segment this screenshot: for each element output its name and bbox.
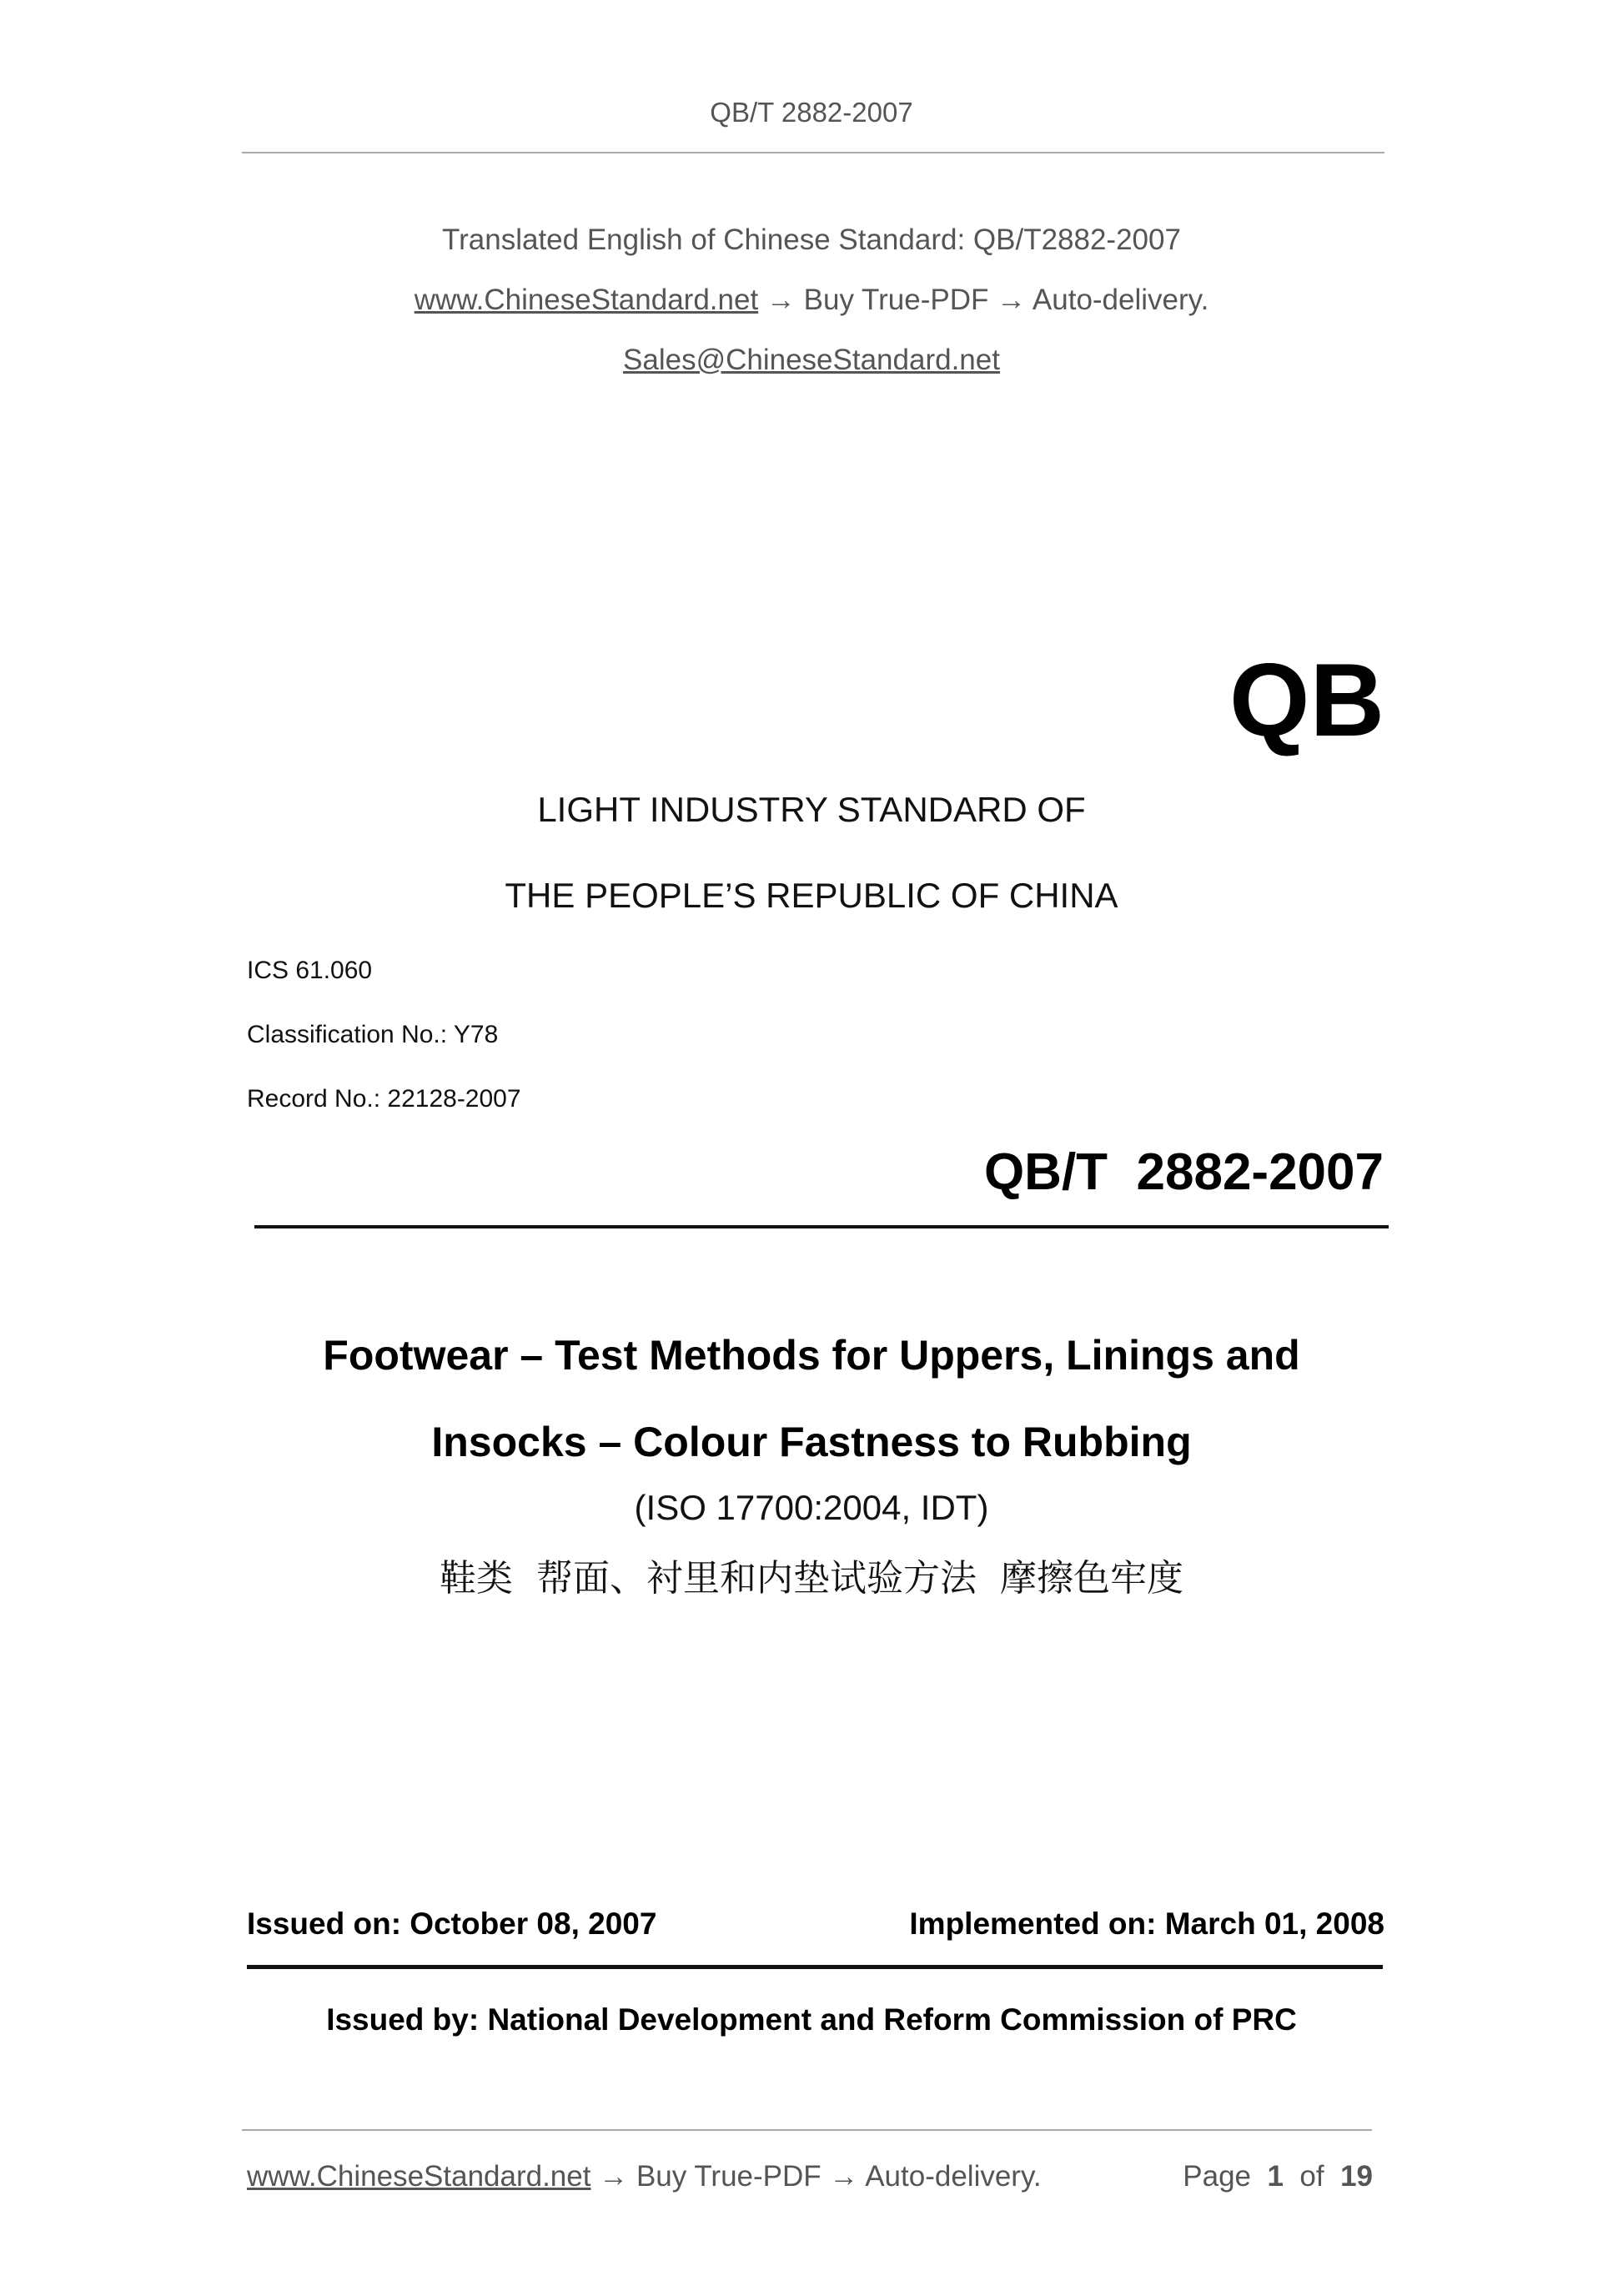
- footer-buy-text: Buy True-PDF: [636, 2160, 822, 2193]
- arrow-right-icon: →: [997, 284, 1027, 316]
- footer-site-link[interactable]: www.ChineseStandard.net: [247, 2160, 591, 2193]
- title-line-1: Footwear – Test Methods for Uppers, Linings and: [323, 1332, 1300, 1379]
- issued-by: Issued by: National Development and Reform Commission of PRC: [326, 2002, 1297, 2037]
- title-line-2: Insocks – Colour Fastness to Rubbing: [431, 1419, 1192, 1465]
- footer-links-row: [247, 2160, 1042, 2193]
- header-divider: [242, 152, 1384, 153]
- banner-buy-text: Buy True-PDF: [803, 284, 989, 316]
- arrow-right-icon: →: [766, 284, 796, 316]
- ics-code: ICS 61.060: [247, 957, 373, 984]
- classification-number: Classification No.: Y78: [247, 1021, 499, 1048]
- of-word: of: [1299, 2160, 1324, 2193]
- iso-reference: (ISO 17700:2004, IDT): [634, 1488, 989, 1527]
- arrow-right-icon: →: [599, 2160, 629, 2193]
- banner-links-row: [0, 284, 1623, 317]
- running-header-title: QB/T 2882-2007: [710, 97, 913, 128]
- standard-number: QB/T 2882-2007: [983, 1143, 1384, 1201]
- footer-divider: [242, 2129, 1372, 2131]
- chinese-title: 鞋类 帮面、衬里和内垫试验方法 摩擦色牢度: [440, 1557, 1183, 1600]
- total-pages-number: 19: [1340, 2160, 1373, 2193]
- page-indicator: [1183, 2160, 1373, 2193]
- banner-delivery-text: Auto-delivery.: [1032, 284, 1209, 316]
- footer-delivery-text: Auto-delivery.: [865, 2160, 1042, 2193]
- implemented-on-date: Implemented on: March 01, 2008: [909, 1907, 1384, 1941]
- dates-rule: [247, 1965, 1383, 1969]
- record-number: Record No.: 22128-2007: [247, 1085, 521, 1113]
- org-line-1: LIGHT INDUSTRY STANDARD OF: [537, 790, 1086, 829]
- banner-email-link[interactable]: Sales@ChineseStandard.net: [623, 344, 1000, 376]
- banner-line: Translated English of Chinese Standard: QB/T2882-2007: [442, 224, 1181, 256]
- banner-site-link[interactable]: www.ChineseStandard.net: [414, 284, 759, 316]
- standard-number-rule: [254, 1225, 1389, 1228]
- current-page-number: 1: [1267, 2160, 1284, 2193]
- arrow-right-icon: →: [829, 2160, 859, 2193]
- qb-logo: QB: [1229, 643, 1384, 758]
- page-word: Page: [1183, 2160, 1252, 2193]
- issued-on-date: Issued on: October 08, 2007: [247, 1907, 657, 1941]
- org-line-2: THE PEOPLE’S REPUBLIC OF CHINA: [505, 876, 1118, 915]
